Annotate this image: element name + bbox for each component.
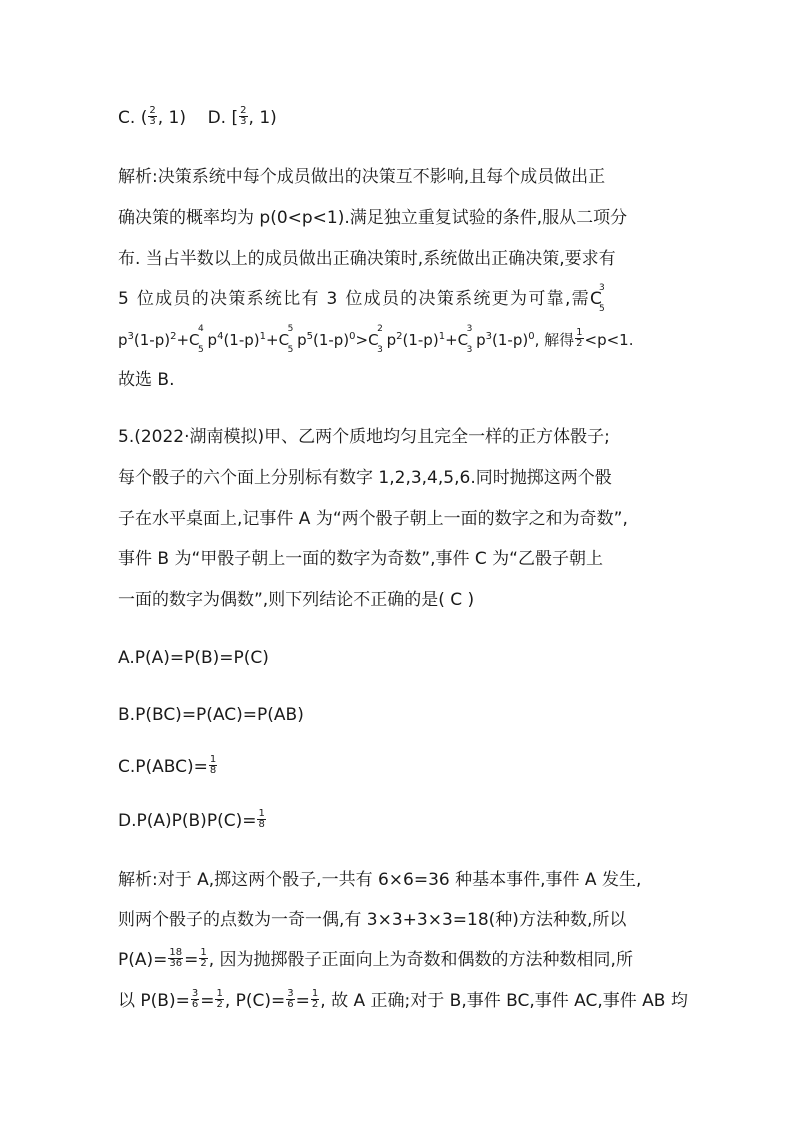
q5-line4: 事件 B 为“甲骰子朝上一面的数字为奇数”,事件 C 为“乙骰子朝上 <box>118 549 603 569</box>
option-c-label: C. <box>118 108 136 128</box>
analysis4-line1: 解析:决策系统中每个成员做出的决策互不影响,且每个成员做出正 <box>118 167 606 187</box>
analysis5-line2: 则两个骰子的点数为一奇一偶,有 3×3+3×3=18(种)方法种数,所以 <box>118 910 627 930</box>
q5-line2: 每个骰子的六个面上分别标有数字 1,2,3,4,5,6.同时抛掷这两个骰 <box>118 468 612 488</box>
q5-option-b: B.P(BC)=P(AC)=P(AB) <box>118 705 304 725</box>
analysis4-line3: 布. 当占半数以上的成员做出正确决策时,系统做出正确决策,要求有 <box>118 249 616 269</box>
analysis5-line3: P(A)= $\frac{18}{36}$ = $\frac{1}{2}$ , 因为抛掷骰子正面向上为奇数和偶数的方法种数相同,所 <box>118 946 633 970</box>
analysis4-conclusion: 故选 B. <box>118 370 175 390</box>
q5-line5: 一面的数字为偶数”,则下列结论不正确的是( C ) <box>118 590 475 610</box>
q5-option-c: C.P(ABC)= $\frac{1}{8}$ <box>118 753 217 777</box>
option-d-label: D. <box>207 108 227 128</box>
q5-option-d: D.P(A)P(B)P(C)= $\frac{1}{8}$ <box>118 807 265 831</box>
analysis4-formula: $p^3(1-p)^2+C$ 4 5 $p^4(1-p)^1+C$ 5 5 $p^5(1-p)^0>C$ 2 3 $p^2(1-p)^1+C$ 3 3 $p^3(1-p)^0$, 解得 $\frac{1}{2}$ <p<1. <box>118 324 634 355</box>
analysis4-line2: 确决策的概率均为 p(0<p<1).满足独立重复试验的条件,服从二项分 <box>118 208 628 228</box>
fraction: $\frac{1}{8}$ <box>209 753 217 776</box>
analysis4-line4: 5 位成员的决策系统比有 3 位成员的决策系统更为可靠,需C 3 5 <box>118 287 611 311</box>
analysis5-line1: 解析:对于 A,掷这两个骰子,一共有 6×6=36 种基本事件,事件 A 发生, <box>118 870 642 890</box>
options-cd: C. ( $\frac{2}{3}$ , 1) D. [ $\frac{2}{3}$ , 1) <box>118 104 277 128</box>
analysis5-line4: 以 P(B)= $\frac{3}{6}$ = $\frac{1}{2}$ , P(C)= $\frac{3}{6}$ = $\frac{1}{2}$ , 故 A 正确;对于 B,事件 BC,事件 AC,事件 AB 均 <box>118 987 688 1011</box>
fraction: $\frac{1}{8}$ <box>258 807 265 830</box>
fraction: $\frac{2}{3}$ <box>149 104 156 127</box>
fraction: $\frac{2}{3}$ <box>240 104 247 127</box>
binomial-c53: C 3 5 <box>589 283 606 314</box>
q5-option-a: A.P(A)=P(B)=P(C) <box>118 648 269 668</box>
q5-line3: 子在水平桌面上,记事件 A 为“两个骰子朝上一面的数字之和为奇数”, <box>118 509 628 529</box>
q5-line1: 5.(2022·湖南模拟)甲、乙两个质地均匀且完全一样的正方体骰子; <box>118 427 610 447</box>
